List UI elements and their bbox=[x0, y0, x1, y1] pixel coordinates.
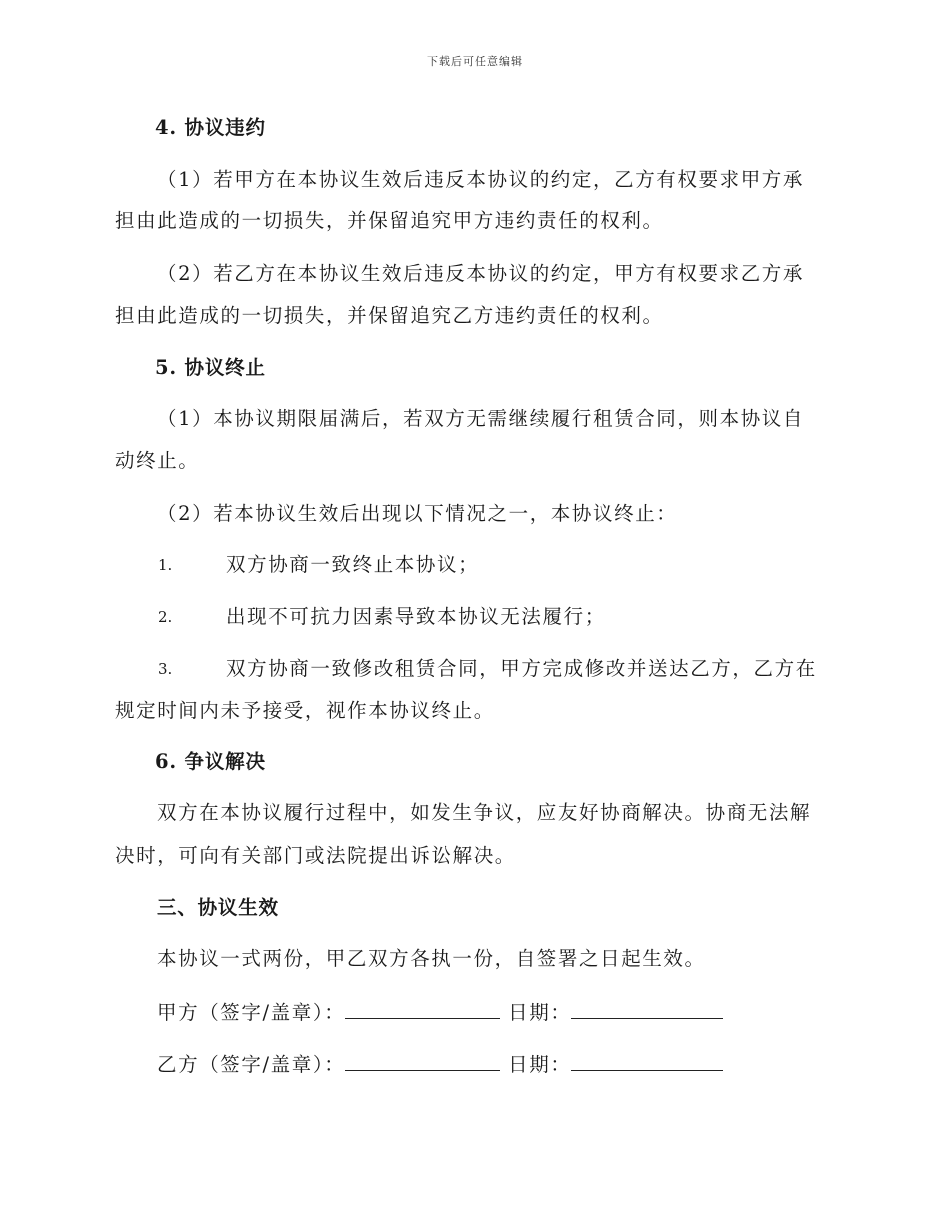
party-a-date-field[interactable] bbox=[571, 1000, 723, 1019]
list-item-text: 双方协商一致修改租赁合同，甲方完成修改并送达乙方，乙方在 bbox=[226, 657, 817, 680]
page-header-note: 下载后可任意编辑 bbox=[427, 55, 523, 68]
section-5-paragraph-1-line-1: （1）本协议期限届满后，若双方无需继续履行租赁合同，则本协议自 bbox=[157, 407, 805, 430]
list-item-text-continuation: 规定时间内未予接受，视作本协议终止。 bbox=[115, 699, 495, 722]
section-4-paragraph-2-line-2: 担由此造成的一切损失，并保留追究乙方违约责任的权利。 bbox=[115, 304, 664, 327]
party-a-date-label: 日期： bbox=[508, 1001, 572, 1024]
party-a-signature-row bbox=[157, 1000, 723, 1023]
party-a-label: 甲方（签字/盖章）： bbox=[157, 1001, 346, 1024]
section-4-paragraph-2-line-1: （2）若乙方在本协议生效后违反本协议的约定，甲方有权要求乙方承 bbox=[157, 262, 805, 285]
section-3-text: 本协议一式两份，甲乙双方各执一份，自签署之日起生效。 bbox=[157, 947, 706, 970]
list-item-number: 3. bbox=[158, 660, 173, 678]
party-b-signature-field[interactable] bbox=[345, 1052, 500, 1071]
section-6-heading: 6. 争议解决 bbox=[155, 750, 266, 773]
section-4-paragraph-1-line-2: 担由此造成的一切损失，并保留追究甲方违约责任的权利。 bbox=[115, 209, 664, 232]
list-item-text: 双方协商一致终止本协议； bbox=[226, 553, 480, 576]
section-5-paragraph-2: （2）若本协议生效后出现以下情况之一，本协议终止： bbox=[157, 502, 678, 525]
list-item-text: 出现不可抗力因素导致本协议无法履行； bbox=[226, 605, 606, 628]
party-a-signature-field[interactable] bbox=[345, 1000, 500, 1019]
section-5-heading: 5. 协议终止 bbox=[155, 356, 266, 379]
section-4-paragraph-1-line-1: （1）若甲方在本协议生效后违反本协议的约定，乙方有权要求甲方承 bbox=[157, 168, 805, 191]
party-b-label: 乙方（签字/盖章）： bbox=[157, 1053, 346, 1076]
party-b-signature-row bbox=[157, 1052, 723, 1075]
party-b-date-label: 日期： bbox=[508, 1053, 572, 1076]
section-6-line-2: 决时，可向有关部门或法院提出诉讼解决。 bbox=[115, 844, 516, 867]
section-3-heading: 三、协议生效 bbox=[157, 896, 279, 919]
section-5-paragraph-1-line-2: 动终止。 bbox=[115, 449, 200, 472]
section-6-line-1: 双方在本协议履行过程中，如发生争议，应友好协商解决。协商无法解 bbox=[157, 801, 812, 824]
party-b-date-field[interactable] bbox=[571, 1052, 723, 1071]
list-item-number: 2. bbox=[158, 608, 173, 626]
list-item-number: 1. bbox=[158, 556, 173, 574]
section-4-heading: 4. 协议违约 bbox=[155, 116, 266, 139]
